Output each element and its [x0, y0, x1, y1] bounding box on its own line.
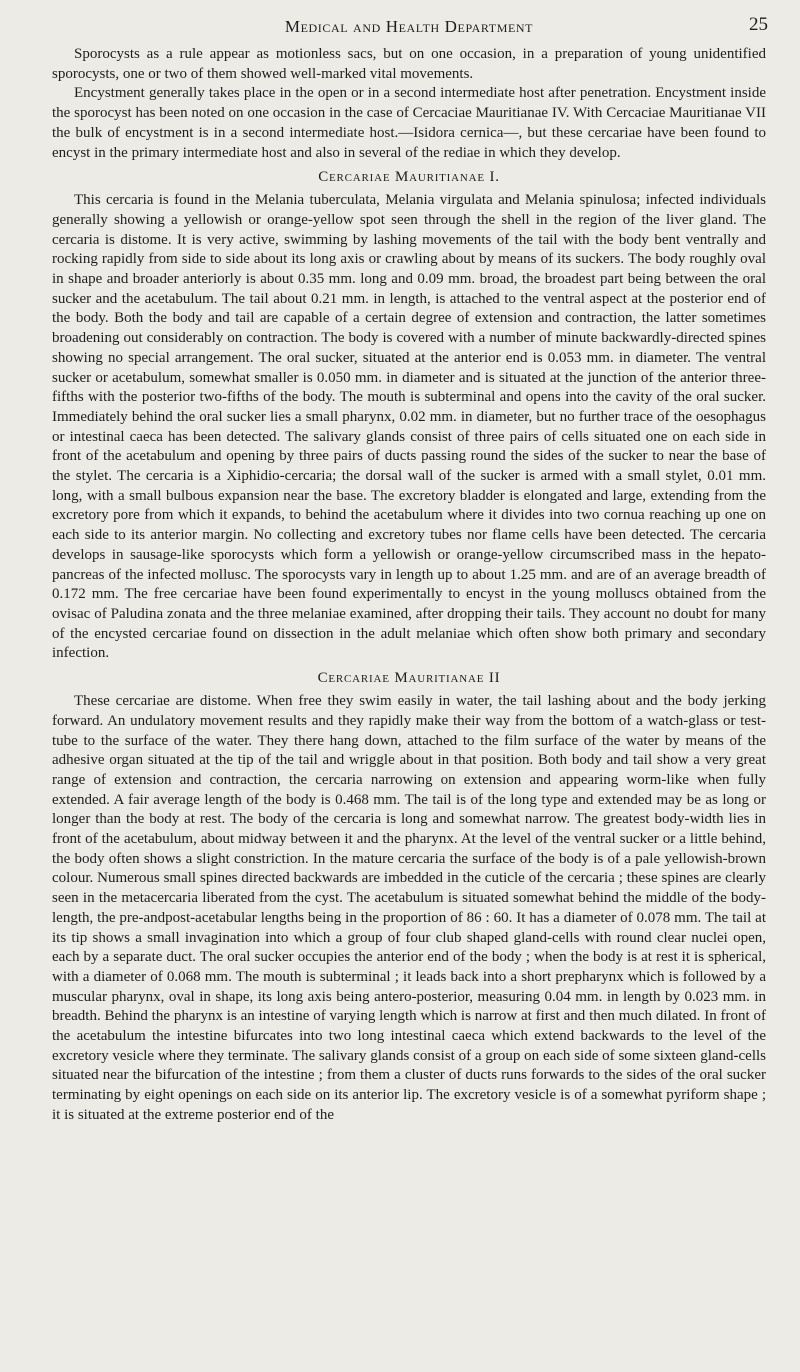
page-number: 25	[749, 14, 768, 35]
section-body-cercariae-ii: These cercariae are distome. When free they swim easily in water, the tail lashing about and the body jerking forward. An undulatory movement results and they rapidly make their way from the bottom of a watch-glass or test-tube to the surface of the water. They there hang down, attached to the film surface of the water by means of the adhesive organ situated at the tip of the tail and wriggle about in that position. Both body and tail show a very great range of extension and contraction, the cercaria narrowing on extension and appearing worm-like when fully extended. A fair average length of the body is 0.468 mm. The tail is of the long type and extended may be as long or longer than the body at rest. The body of the cercaria is long and somewhat narrow. The greatest body-width lies in front of the acetabulum, about midway between it and the pharynx. At the level of the ventral sucker or a little behind, the body often shows a slight constriction. In the mature cercaria the surface of the body is of a pale yellowish-brown colour. Numerous small spines directed backwards are imbedded in the cuticle of the cercaria ; these spines are clearly seen in the metacercaria liberated from the cyst. The acetabulum is situated somewhat behind the middle of the body-length, the pre-andpost-acetabular lengths being in the proportion of 86 : 60. It has a diameter of 0.078 mm. The tail at its tip shows a small invagination into which a group of four club shaped gland-cells with round clear nuclei open, each by a separate duct. The oral sucker occupies the anterior end of the body ; when the body is at rest it is spherical, with a diameter of 0.068 mm. The mouth is subterminal ; it leads back into a short prepharynx which is followed by a muscular pharynx, oval in shape, its long axis being antero-posterior, measuring 0.04 mm. in length by 0.023 mm. in breadth. Behind the pharynx is an intestine of varying length which is narrow at first and then much dilated. In front of the acetabulum the intestine bifurcates into two long intestinal caeca which extend backwards to the level of the excretory vesicle where they terminate. The salivary glands consist of a group on each side of some sixteen gland-cells situated near the bifurcation of the intestine ; from them a cluster of ducts runs forwards to the sides of the oral sucker terminating by eight openings on each side on its anterior lip. The excretory vesicle is of a somewhat pyriform shape ; it is situated at the extreme posterior end of the	[52, 693, 766, 1123]
paragraph-sporocysts: Sporocysts as a rule appear as motionless sacs, but on one occasion, in a preparation of young unidentified sporocysts, one or two of them showed well-marked vital movements.	[52, 46, 766, 82]
section-heading-cercariae-ii: Cercariae Mauritianae II	[317, 670, 501, 687]
running-title: Medical and Health Department	[284, 17, 534, 36]
section-body-cercariae-i: This cercaria is found in the Melania tuberculata, Melania virgulata and Melania spinulosa; infected individuals generally showing a yellowish or orange-yellow spot seen through the shell in the region of the liver gland. The cercaria is distome. It is very active, swimming by lashing movements of the tail with the body bent ventrally and rocking rapidly from side to side about its long axis or crawling about by means of its suckers. The body roughly oval in shape and broader anteriorly is about 0.35 mm. long and 0.09 mm. broad, the broadest part being between the oral sucker and the acetabulum. The tail about 0.21 mm. in length, is attached to the ventral aspect at the posterior end of the body. Both the body and tail are capable of a certain degree of extension and contraction, the latter sometimes broadening out considerably on contraction. The body is covered with a number of minute backwardly-directed spines showing no special arrangement. The oral sucker, situated at the anterior end is 0.053 mm. in diameter. The ventral sucker or acetabulum, somewhat smaller is 0.050 mm. in diameter and is situated at the junction of the anterior three-fifths with the posterior two-fifths of the body. The mouth is subterminal and opens into the cavity of the oral sucker. Immediately behind the oral sucker lies a small pharynx, 0.02 mm. in diameter, but no further trace of the oesophagus or intestinal caeca has been detected. The salivary glands consist of three pairs of cells situated one on each side in front of the acetabulum and opening by three pairs of ducts passing round the sides of the sucker to near the base of the stylet. The cercaria is a Xiphidio-cercaria; the dorsal wall of the sucker is armed with a small stylet, 0.01 mm. long, with a small bulbous expansion near the base. The excretory bladder is elongated and large, extending from the excretory pore from which it expands, to behind the acetabulum where it divides into two cornua reaching up one on each side to its anterior margin. No collecting and excretory tubes nor flame cells have been detected. The cercaria develops in sausage-like sporocysts which form a yellowish or orange-yellow circumscribed mass in the hepato-pancreas of the infected mollusc. The sporocysts vary in length up to about 1.25 mm. and are of an average breadth of 0.172 mm. The free cercariae have been found experimentally to encyst in the young molluscs obtained from the ovisac of Paludina zonata and the three melaniae examined, after dropping their tails. They account no doubt for many of the encysted cercariae found on dissection in the adult melaniae which often show both primary and secondary infection.	[52, 192, 766, 662]
book-page	[52, 14, 766, 1126]
section-heading-cercariae-i: Cercariae Mauritianae I.	[318, 169, 500, 186]
paragraph-encystment: Encystment generally takes place in the open or in a second intermediate host after penetration. Encystment inside the sporocyst has been noted on one occasion in the case of Cercaciae Mauritianae IV. With Cercaciae Mauritianae VII the bulk of encystment is in a second intermediate host.—Isidora cernica—, but these cercariae have been found to encyst in the primary intermediate host and also in several of the rediae in which they develop.	[52, 85, 766, 161]
running-head	[52, 14, 766, 40]
